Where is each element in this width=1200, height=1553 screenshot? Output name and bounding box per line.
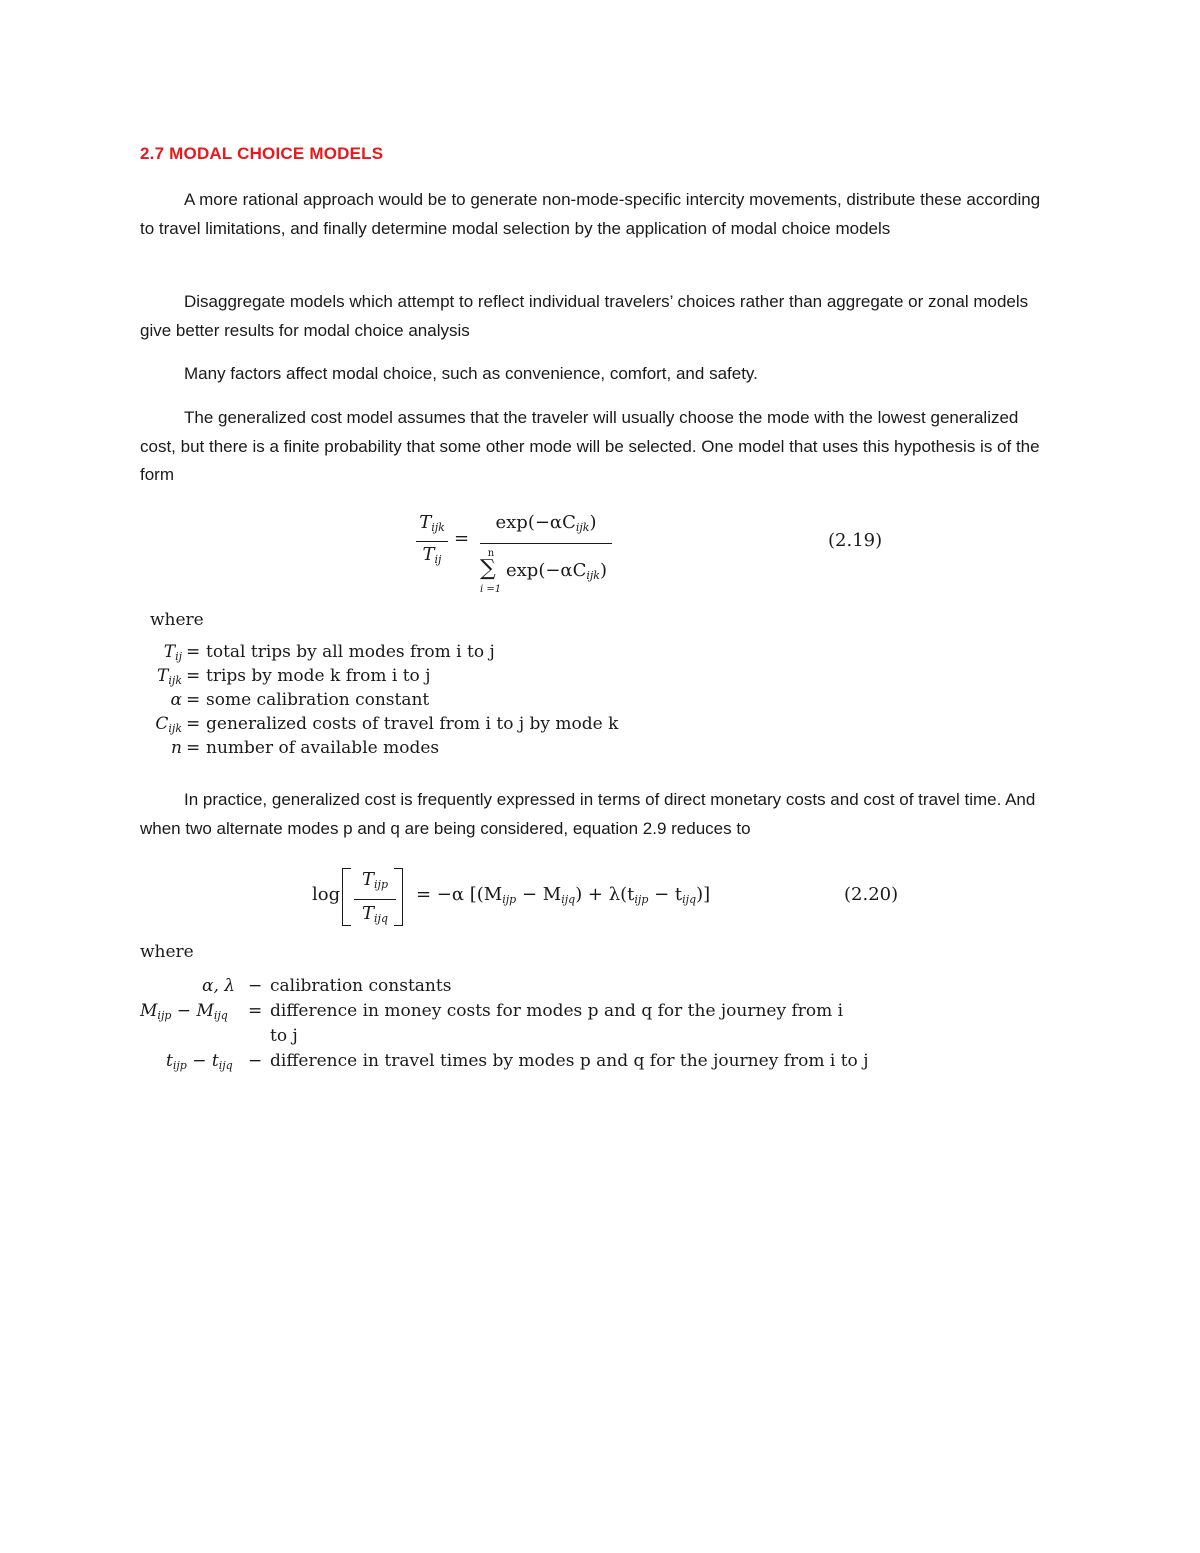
paragraph-disaggregate-models: Disaggregate models which attempt to reflect individual travelers’ choices rather than aggregate or zonal models give better results for modal choice analysis (140, 292, 1029, 340)
where-label-2: where (140, 942, 194, 962)
lhs-den-sub: ij (434, 553, 442, 566)
rhs-den-close: ) (599, 560, 607, 581)
rhs-part: − t (648, 884, 683, 905)
def-dash: − (248, 976, 263, 996)
rhs-sub: ijq (561, 893, 576, 906)
log-fraction (354, 868, 396, 931)
rhs-den: exp(−αC (506, 560, 587, 581)
equation-number-2-20: (2.20) (844, 884, 899, 905)
def-subscript: ijq (213, 1009, 228, 1022)
def-symbol: C (155, 714, 169, 734)
rhs-num-sub: ijk (575, 521, 590, 534)
def-text: to j (270, 1026, 298, 1046)
def-equals: = (186, 714, 201, 734)
def-text: number of available modes (206, 738, 440, 758)
def-subscript: ij (175, 650, 182, 663)
def-subscript: ijp (172, 1059, 187, 1072)
rhs-num: exp(−αC (495, 512, 576, 533)
rhs-den-sub: ijk (586, 569, 600, 582)
equation-number-2-19: (2.19) (828, 530, 883, 551)
def-text: some calibration constant (206, 690, 430, 710)
den-sub: ijq (374, 912, 388, 925)
def-equals: = (186, 642, 201, 662)
def-text: total trips by all modes from i to j (206, 642, 495, 662)
lhs-num-var: T (419, 512, 432, 533)
lhs-num-sub: ijk (431, 521, 445, 534)
sum-upper-limit: n (487, 548, 495, 559)
def-equals: = (186, 738, 201, 758)
where-label-1: where (150, 610, 204, 630)
def-text: calibration constants (270, 976, 452, 996)
equation-2-19 (416, 508, 896, 604)
def-symbol: α (170, 690, 182, 710)
fraction-bar (480, 543, 612, 544)
def-text: trips by mode k from i to j (206, 666, 431, 686)
def-subscript: ijq (218, 1059, 233, 1072)
fraction-bar (416, 541, 448, 542)
rhs-sub: ijp (634, 893, 649, 906)
def-subscript: ijp (157, 1009, 172, 1022)
def-symbol: M (140, 1001, 158, 1021)
fraction-bar (354, 899, 396, 900)
right-bracket (394, 868, 403, 926)
rhs-part: )] (696, 884, 711, 905)
sum-lower-limit: i =1 (480, 584, 502, 595)
lhs-fraction (416, 512, 448, 571)
def-text: difference in money costs for modes p and q for the journey from i (270, 1001, 844, 1021)
def-symbol: T (157, 666, 169, 686)
paragraph-in-practice: In practice, generalized cost is frequently expressed in terms of direct monetary costs and cost of travel time. And when two alternate modes p and q are being considered, equation 2.9 reduces to (140, 790, 1036, 838)
def-subscript: ijk (168, 722, 182, 735)
def-symbol: − M (171, 1001, 214, 1021)
log-operator: log (312, 884, 341, 905)
def-subscript: ijk (168, 674, 182, 687)
equals-sign: = (454, 528, 470, 549)
num-sub: ijp (374, 878, 388, 891)
def-symbol: − t (186, 1051, 219, 1071)
rhs-sub: ijp (502, 893, 517, 906)
lhs-den-var: T (422, 544, 435, 565)
paragraph-factors: Many factors affect modal choice, such as convenience, comfort, and safety. (184, 364, 758, 383)
equation-2-20 (312, 868, 912, 928)
def-equals: = (186, 690, 201, 710)
section-heading: 2.7 MODAL CHOICE MODELS (140, 144, 384, 163)
paragraph-generalized-cost: The generalized cost model assumes that the traveler will usually choose the mode with the lowest generalized cost, but there is a finite probability that some other mode will be selected. One model that uses this hypothesis is of the form (140, 408, 1040, 484)
def-equals: = (248, 1001, 263, 1021)
paragraph-rational-approach: A more rational approach would be to generate non-mode-specific intercity movements, distribute these according to travel limitations, and finally determine modal selection by the application of modal choice models (140, 190, 1041, 238)
def-text: difference in travel times by modes p and q for the journey from i to j (270, 1051, 869, 1071)
rhs-part: ) + λ(t (575, 884, 635, 905)
def-symbol: α, λ (202, 976, 236, 996)
left-bracket (342, 868, 351, 926)
def-text: generalized costs of travel from i to j by mode k (206, 714, 619, 734)
sum-symbol: ∑ (480, 556, 496, 581)
rhs-part: = −α [(M (416, 884, 503, 905)
den-var: T (362, 903, 375, 924)
def-dash: − (248, 1051, 263, 1071)
rhs-fraction (480, 512, 612, 606)
def-symbol: n (171, 738, 182, 758)
def-symbol: T (163, 642, 176, 662)
def-equals: = (186, 666, 201, 686)
def-symbol: t (166, 1051, 173, 1071)
rhs-sub: ijq (682, 893, 697, 906)
rhs-part: − M (516, 884, 562, 905)
num-var: T (362, 869, 375, 890)
rhs-num-close: ) (589, 512, 597, 533)
rhs-expression (416, 884, 710, 906)
